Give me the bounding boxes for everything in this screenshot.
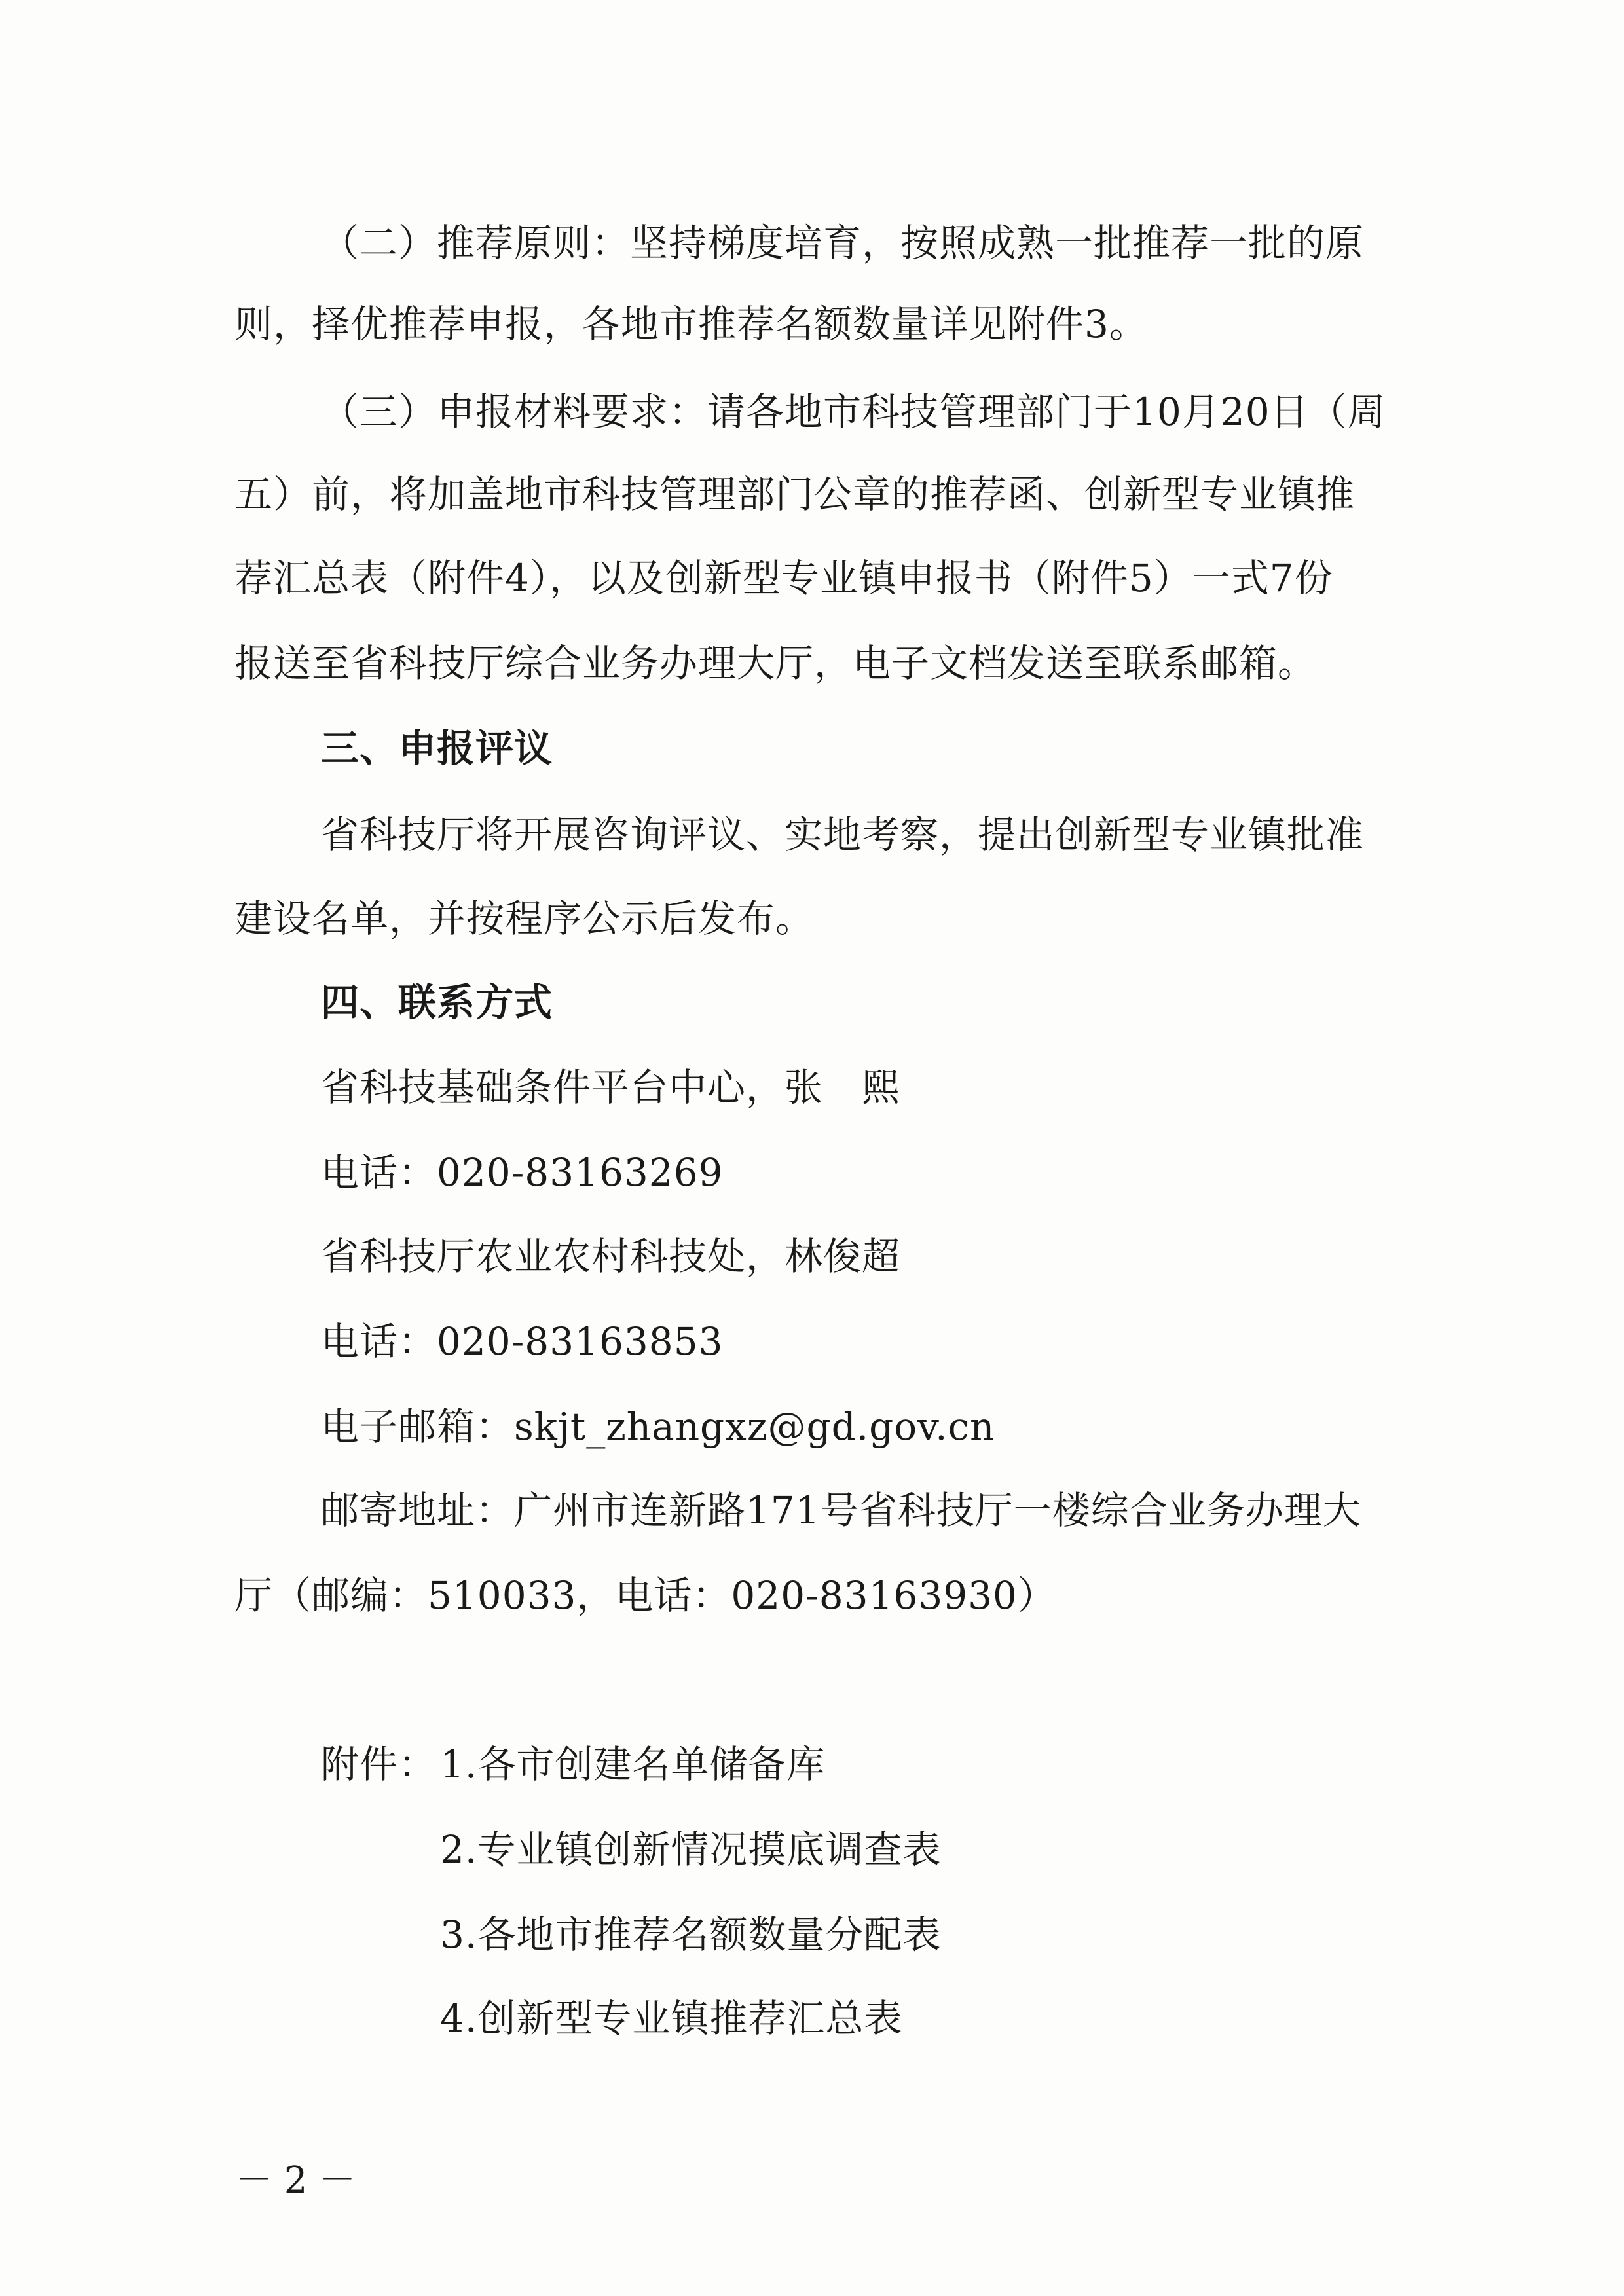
materials-paragraph-line3: 荐汇总表（附件4），以及创新型专业镇申报书（附件5）一式7份	[234, 556, 1333, 600]
review-paragraph-line2: 建设名单，并按程序公示后发布。	[234, 896, 815, 941]
materials-paragraph-line4: 报送至省科技厅综合业务办理大厅，电子文档发送至联系邮箱。	[234, 641, 1317, 685]
section-heading-review: 三、申报评议	[321, 726, 553, 771]
materials-paragraph-line2: 五）前，将加盖地市科技管理部门公章的推荐函、创新型专业镇推	[234, 472, 1356, 517]
mailing-address-line1: 邮寄地址：广州市连新路171号省科技厅一楼综合业务办理大	[321, 1488, 1361, 1533]
page-number: － 2 －	[236, 2159, 356, 2202]
contact-phone-2: 电话：020-83163853	[321, 1319, 724, 1364]
principle-paragraph-line1: （二）推荐原则：坚持梯度培育，按照成熟一批推荐一批的原	[321, 221, 1365, 265]
contact-person-2: 省科技厅农业农村科技处，林俊超	[321, 1234, 901, 1279]
review-paragraph-line1: 省科技厅将开展咨询评议、实地考察，提出创新型专业镇批准	[321, 812, 1365, 857]
contact-email: 电子邮箱：skjt_zhangxz@gd.gov.cn	[321, 1404, 995, 1449]
principle-paragraph-line2: 则，择优推荐申报，各地市推荐名额数量详见附件3。	[234, 302, 1148, 346]
attachment-item: 2.专业镇创新情况摸底调查表	[440, 1827, 942, 1872]
materials-paragraph-line1: （三）申报材料要求：请各地市科技管理部门于10月20日（周	[321, 390, 1386, 434]
contact-phone-1: 电话：020-83163269	[321, 1150, 724, 1195]
mailing-address-line2: 厅（邮编：510033，电话：020-83163930）	[234, 1573, 1056, 1618]
attachment-item: 3.各地市推荐名额数量分配表	[440, 1912, 942, 1957]
attachment-item: 1.各市创建名单储备库	[440, 1742, 826, 1787]
attachment-item: 4.创新型专业镇推荐汇总表	[440, 1996, 903, 2041]
contact-person-1: 省科技基础条件平台中心，张 熙	[321, 1065, 901, 1110]
attachments-label: 附件：	[321, 1742, 437, 1787]
section-heading-contact: 四、联系方式	[321, 980, 553, 1025]
